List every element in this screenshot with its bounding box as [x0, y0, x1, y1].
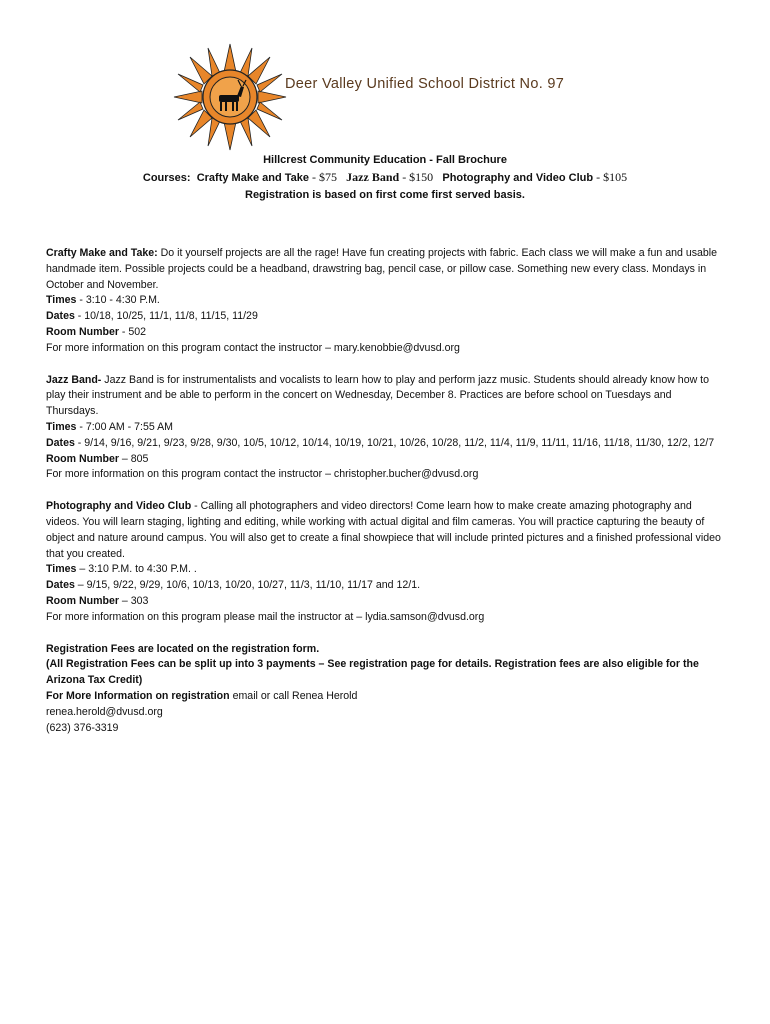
section-crafty — [46, 246, 726, 357]
section-jazz — [46, 373, 726, 484]
jazz-contact: For more information on this program contact the instructor – christopher.bucher@dvusd.org — [46, 468, 479, 481]
brochure-header — [0, 152, 770, 204]
district-name: Deer Valley Unified School District No. 97 — [285, 76, 565, 92]
jazz-room — [46, 452, 726, 468]
more-info-value: email or call Renea Herold — [229, 689, 358, 702]
photo-times — [46, 562, 726, 578]
courses-line — [0, 169, 770, 187]
times-label: Times — [46, 563, 77, 576]
crafty-title: Crafty Make and Take: — [46, 247, 158, 259]
contact-email: renea.herold@dvusd.org — [46, 705, 163, 718]
times-value: - 3:10 - 4:30 P.M. — [76, 294, 160, 307]
crafty-room — [46, 325, 726, 341]
room-label: Room Number — [46, 594, 119, 607]
dates-label: Dates — [46, 310, 75, 323]
course3-price: - $105 — [593, 170, 628, 184]
photo-description-paragraph — [46, 499, 726, 562]
room-value: – 303 — [118, 594, 149, 607]
dates-value: - 10/18, 10/25, 11/1, 11/8, 11/15, 11/29 — [74, 310, 258, 323]
crafty-dates — [46, 309, 726, 325]
dates-label: Dates — [46, 579, 75, 592]
room-label: Room Number — [46, 325, 119, 338]
room-label: Room Number — [46, 452, 119, 465]
registration-note: Registration is based on first come first served basis. — [245, 189, 525, 201]
dates-value: – 9/15, 9/22, 9/29, 10/6, 10/13, 10/20, 10/27, 11/3, 11/10, 11/17 and 12/1. — [74, 579, 421, 592]
photo-room — [46, 594, 726, 610]
sun-icon — [170, 42, 290, 152]
course2-name: Jazz Band — [346, 170, 400, 184]
jazz-description: Jazz Band is for instrumentalists and vocalists to learn how to play and perform jazz music. Students should already know how to play their instrument and be able to perform in the concert on Wednesday, December 8. Practices are before school on Tuesdays and Thursdays. — [46, 373, 710, 418]
crafty-times — [46, 293, 726, 309]
jazz-dates — [46, 436, 726, 452]
section-registration — [46, 642, 726, 737]
jazz-times — [46, 420, 726, 436]
times-value: – 3:10 P.M. to 4:30 P.M. . — [76, 563, 197, 576]
course1-name: Crafty Make and Take — [196, 172, 309, 184]
jazz-description-paragraph — [46, 373, 726, 420]
course2-price: - $150 — [399, 170, 434, 184]
dates-value: - 9/14, 9/16, 9/21, 9/23, 9/28, 9/30, 10/5, 10/12, 10/14, 10/19, 10/21, 10/26, 10/28, 11/2, 11/4, 11/9, 11/11, 11/16, 11/18, 11/30, 12/2, 12/7 — [74, 436, 715, 449]
crafty-description-paragraph — [46, 246, 726, 293]
room-value: - 502 — [118, 325, 147, 338]
more-info-label: For More Information on registration — [46, 689, 230, 702]
times-label: Times — [46, 294, 77, 307]
photo-description: - Calling all photographers and video directors! Come learn how to make create amazing photography and videos. You will learn staging, lighting and editing, while working with actual digital and film cameras. You will practice capturing the beauty of object and nature around campus. You will also get to create a final showpiece that will include printed pictures and a finished professional video that you created. — [46, 500, 721, 560]
photo-title: Photography and Video Club — [46, 500, 192, 513]
brochure-content — [46, 246, 726, 752]
jazz-title: Jazz Band- — [46, 373, 102, 386]
courses-label: Courses: — [142, 172, 191, 184]
photo-contact: For more information on this program please mail the instructor at – lydia.samson@dvusd.org — [46, 610, 485, 623]
fees-line: Registration Fees are located on the registration form. — [46, 642, 320, 655]
district-logo — [170, 42, 290, 152]
section-photo — [46, 499, 726, 625]
times-value: - 7:00 AM - 7:55 AM — [76, 420, 174, 433]
more-info-line — [46, 689, 726, 705]
photo-dates — [46, 578, 726, 594]
brochure-title: Hillcrest Community Education - Fall Brochure — [263, 154, 507, 166]
times-label: Times — [46, 420, 77, 433]
crafty-description: Do it yourself projects are all the rage! Have fun creating projects with fabric. Each class we will make a fun and usable handmade item. Possible projects could be a headband, drawstring bag, pencil case, or pillow case. Something new every class. Mondays in October and November. — [46, 247, 718, 291]
course3-name: Photography and Video Club — [442, 172, 594, 184]
split-payments-line: (All Registration Fees can be split up into 3 payments – See registration page for details. Registration fees are also eligible for the Arizona Tax Credit) — [46, 658, 699, 687]
course1-price: - $75 — [309, 170, 337, 184]
crafty-contact: For more information on this program contact the instructor – mary.kenobbie@dvusd.org — [46, 341, 460, 354]
contact-phone: (623) 376-3319 — [46, 721, 119, 734]
room-value: – 805 — [118, 452, 149, 465]
dates-label: Dates — [46, 436, 75, 449]
